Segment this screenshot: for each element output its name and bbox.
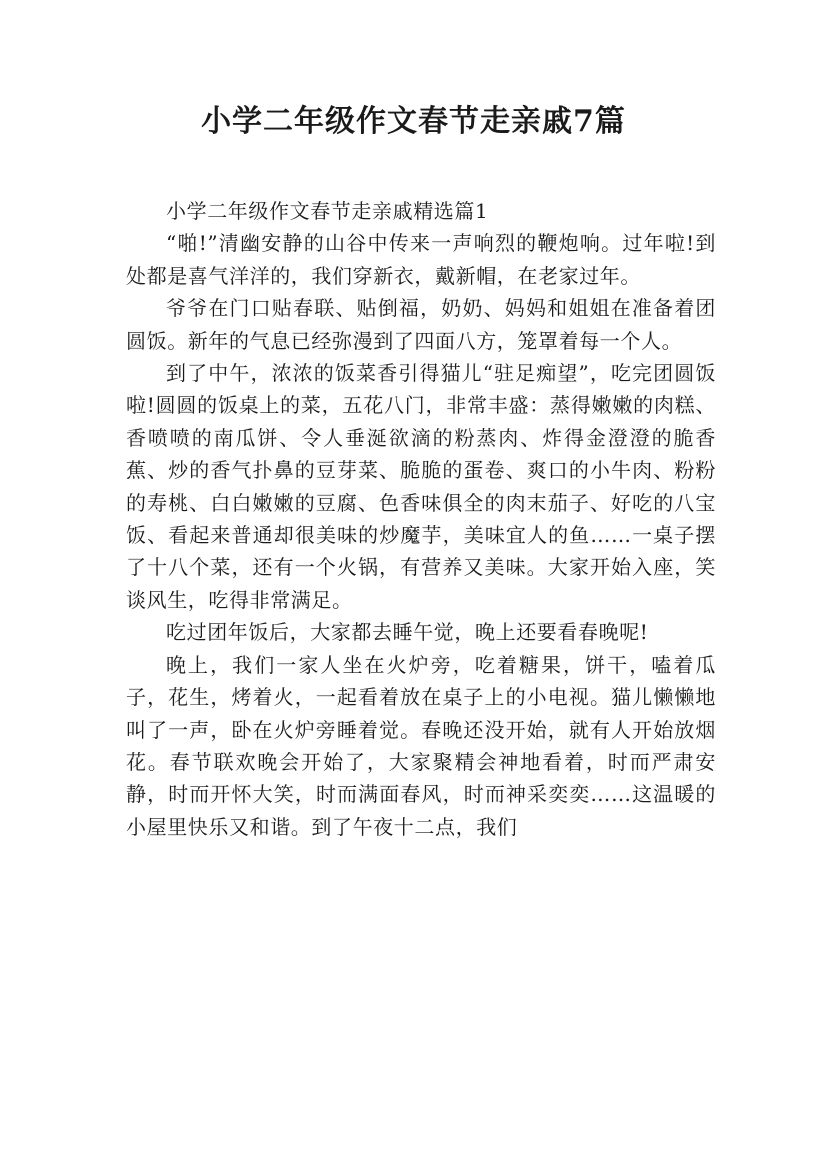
page-title: 小学二年级作文春节走亲戚7篇 xyxy=(201,104,626,139)
paragraph-4: 吃过团年饭后，大家都去睡午觉，晚上还要看春晚呢! xyxy=(166,620,649,645)
article-body xyxy=(126,195,716,843)
paragraph-1: “啪!”清幽安静的山谷中传来一声响烈的鞭炮响。过年啦!到处都是喜气洋洋的，我们穿新衣，戴新帽，在老家过年。 xyxy=(126,231,716,288)
paragraph-5: 晚上，我们一家人坐在火炉旁，吃着糖果，饼干，嗑着瓜子，花生，烤着火，一起看着放在桌子上的小电视。猫儿懒懒地叫了一声，卧在火炉旁睡着觉。春晚还没开始，就有人开始放烟花。春节联欢晚会开始了，大家聚精会神地看着，时而严肃安静，时而开怀大笑，时而满面春风，时而神采奕奕……这温暖的小屋里快乐又和谐。到了午夜十二点，我们 xyxy=(126,652,716,839)
paragraph-2: 爷爷在门口贴春联、贴倒福，奶奶、妈妈和姐姐在准备着团圆饭。新年的气息已经弥漫到了四面八方，笼罩着每一个人。 xyxy=(126,296,716,353)
section-heading: 小学二年级作文春节走亲戚精选篇1 xyxy=(166,199,489,223)
paragraph-3: 到了中午，浓浓的饭菜香引得猫儿“驻足痴望”，吃完团圆饭啦!圆圆的饭桌上的菜，五花八门，非常丰盛：蒸得嫩嫩的肉糕、香喷喷的南瓜饼、令人垂涎欲滴的粉蒸肉、炸得金澄澄的脆香蕉、炒的香气扑鼻的豆芽菜、脆脆的蛋卷、爽口的小牛肉、粉粉的寿桃、白白嫩嫩的豆腐、色香味俱全的肉末茄子、好吃的八宝饭、看起来普通却很美味的炒魔芋，美味宜人的鱼……一桌子摆了十八个菜，还有一个火锅，有营养又美味。大家开始入座，笑谈风生，吃得非常满足。 xyxy=(126,361,716,612)
